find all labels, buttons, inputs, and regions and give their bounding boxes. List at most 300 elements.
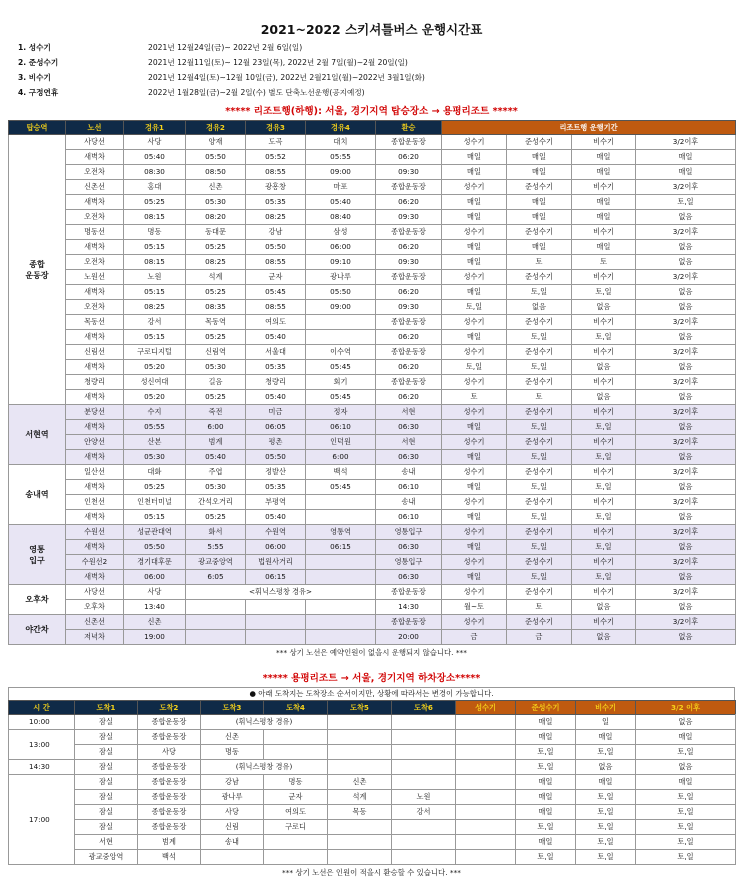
table-cell: 성수기 bbox=[442, 405, 507, 420]
column-header: 환승 bbox=[376, 121, 442, 135]
table-cell: 08:50 bbox=[186, 165, 246, 180]
table-cell bbox=[264, 835, 328, 850]
column-header: 비수기 bbox=[576, 701, 636, 715]
table-row bbox=[9, 270, 736, 285]
table-cell: 신림선 bbox=[66, 345, 124, 360]
table-cell: 토,일 bbox=[507, 420, 572, 435]
table-cell: 토,일 bbox=[516, 760, 576, 775]
table-cell: 인천선 bbox=[66, 495, 124, 510]
table-cell: 09:10 bbox=[306, 255, 376, 270]
table-cell: 토,일 bbox=[507, 285, 572, 300]
table-cell: 토,일 bbox=[576, 835, 636, 850]
table-cell: 토,일 bbox=[576, 745, 636, 760]
table-cell: 토,일 bbox=[516, 745, 576, 760]
table-cell: 수원선2 bbox=[66, 555, 124, 570]
table-cell: 정자 bbox=[306, 405, 376, 420]
column-header: 경유3 bbox=[246, 121, 306, 135]
table-row bbox=[9, 375, 736, 390]
table-cell: 경기대후문 bbox=[124, 555, 186, 570]
table-cell bbox=[456, 760, 516, 775]
table-cell: 05:15 bbox=[124, 330, 186, 345]
table-cell: 오전차 bbox=[66, 255, 124, 270]
boarding-station: 오후차 bbox=[9, 585, 66, 615]
page-title: 2021~2022 스키셔틀버스 운행시간표 bbox=[260, 22, 483, 37]
table-cell: 매일 bbox=[442, 285, 507, 300]
table-cell: 매일 bbox=[516, 790, 576, 805]
table-cell: 수지 bbox=[124, 405, 186, 420]
table-cell: 없음 bbox=[572, 600, 636, 615]
table-cell: 3/2이후 bbox=[636, 525, 736, 540]
table-cell: 매일 bbox=[442, 165, 507, 180]
column-header: 성수기 bbox=[456, 701, 516, 715]
table-cell bbox=[264, 745, 328, 760]
table-cell: 토 bbox=[507, 255, 572, 270]
table-cell: 05:40 bbox=[246, 390, 306, 405]
table-cell: 토 bbox=[572, 255, 636, 270]
table-cell: 매일 bbox=[442, 210, 507, 225]
table-cell: 광나루 bbox=[201, 790, 264, 805]
table-cell: 없음 bbox=[636, 630, 736, 645]
departure-time: 14:30 bbox=[9, 760, 75, 775]
table-row bbox=[9, 775, 736, 790]
table-cell bbox=[306, 615, 376, 630]
column-header: 리조트행 운행기간 bbox=[442, 121, 736, 135]
table-cell: 종합운동장 bbox=[376, 180, 442, 195]
table-row bbox=[9, 730, 736, 745]
table-cell: 06:30 bbox=[376, 540, 442, 555]
table-cell: 05:50 bbox=[246, 240, 306, 255]
table-cell: 성수기 bbox=[442, 435, 507, 450]
table-cell: 비수기 bbox=[572, 465, 636, 480]
table-cell: 토,일 bbox=[507, 510, 572, 525]
table-cell bbox=[456, 730, 516, 745]
table-cell: 05:25 bbox=[124, 195, 186, 210]
table-cell: 범계 bbox=[186, 435, 246, 450]
table-cell: 종합운동장 bbox=[376, 225, 442, 240]
table-cell: 매일 bbox=[442, 540, 507, 555]
table-cell: 05:25 bbox=[124, 480, 186, 495]
table-cell: 3/2이후 bbox=[636, 435, 736, 450]
table-cell: 08:15 bbox=[124, 255, 186, 270]
table-cell: 3/2이후 bbox=[636, 135, 736, 150]
table-cell bbox=[456, 820, 516, 835]
table-cell: 없음 bbox=[572, 300, 636, 315]
table-cell: 성수기 bbox=[442, 135, 507, 150]
table-cell: 없음 bbox=[636, 360, 736, 375]
table-cell: 부평역 bbox=[246, 495, 306, 510]
table-cell: 없음 bbox=[636, 285, 736, 300]
table-cell: 도곡 bbox=[246, 135, 306, 150]
table-cell: 매일 bbox=[572, 195, 636, 210]
table-cell: 3/2이후 bbox=[636, 405, 736, 420]
table-cell: 준성수기 bbox=[507, 345, 572, 360]
table-cell: 06:10 bbox=[306, 420, 376, 435]
table-cell: 새벽차 bbox=[66, 150, 124, 165]
table-row bbox=[9, 600, 736, 615]
table-cell: 새벽차 bbox=[66, 480, 124, 495]
period-row bbox=[8, 40, 735, 55]
boarding-station: 서현역 bbox=[9, 405, 66, 465]
table-cell: 매일 bbox=[442, 150, 507, 165]
table-cell: 죽전 bbox=[186, 405, 246, 420]
table-cell: 3/2이후 bbox=[636, 375, 736, 390]
table-cell bbox=[392, 715, 456, 730]
table-cell: 안양선 bbox=[66, 435, 124, 450]
table-cell bbox=[456, 715, 516, 730]
table-cell: 3/2이후 bbox=[636, 585, 736, 600]
table-cell bbox=[392, 730, 456, 745]
table-cell: 비수기 bbox=[572, 585, 636, 600]
table-cell: 06:15 bbox=[246, 570, 306, 585]
table-cell: 6:00 bbox=[186, 420, 246, 435]
table-cell: 군자 bbox=[264, 790, 328, 805]
table-row bbox=[9, 555, 736, 570]
table-cell bbox=[456, 790, 516, 805]
table-cell: 토,일 bbox=[507, 330, 572, 345]
table-cell: 05:45 bbox=[306, 480, 376, 495]
boarding-station: 송내역 bbox=[9, 465, 66, 525]
table-cell: 매일 bbox=[516, 805, 576, 820]
table-cell: 준성수기 bbox=[507, 225, 572, 240]
table-cell: 목동역 bbox=[186, 315, 246, 330]
table-cell: 06:15 bbox=[306, 540, 376, 555]
table-cell: 새벽차 bbox=[66, 540, 124, 555]
table-cell: 신촌 bbox=[201, 730, 264, 745]
table-cell: 노원 bbox=[124, 270, 186, 285]
table-cell: 토,일 bbox=[572, 480, 636, 495]
table-cell: 19:00 bbox=[124, 630, 186, 645]
period-row bbox=[8, 70, 735, 85]
table-cell: 영통입구 bbox=[376, 555, 442, 570]
table-cell: 미금 bbox=[246, 405, 306, 420]
table-cell: 삼성 bbox=[306, 225, 376, 240]
table-cell: 매일 bbox=[572, 150, 636, 165]
table-cell: 종합운동장 bbox=[376, 375, 442, 390]
table-cell: 06:00 bbox=[306, 240, 376, 255]
table-cell: 잠실 bbox=[75, 805, 138, 820]
table-cell: 08:55 bbox=[246, 255, 306, 270]
table-cell: 목동 bbox=[328, 805, 392, 820]
table-cell: 준성수기 bbox=[507, 135, 572, 150]
table-row bbox=[9, 390, 736, 405]
table-cell: 준성수기 bbox=[507, 555, 572, 570]
table-cell: 새벽차 bbox=[66, 330, 124, 345]
table-cell: 08:25 bbox=[246, 210, 306, 225]
table-cell: 사당선 bbox=[66, 135, 124, 150]
table-cell: 3/2이후 bbox=[636, 270, 736, 285]
table-cell: 토,일 bbox=[572, 285, 636, 300]
table-cell: 매일 bbox=[442, 255, 507, 270]
table-cell: 회기 bbox=[306, 375, 376, 390]
table-cell: 정발산 bbox=[246, 465, 306, 480]
table-cell: 영통역 bbox=[306, 525, 376, 540]
table-cell: 매일 bbox=[516, 835, 576, 850]
table-cell: 사당선 bbox=[66, 585, 124, 600]
table-cell: 06:10 bbox=[376, 510, 442, 525]
table-cell: 새벽차 bbox=[66, 450, 124, 465]
table-cell: 매일 bbox=[507, 210, 572, 225]
table-cell: 금 bbox=[507, 630, 572, 645]
table-cell: 비수기 bbox=[572, 435, 636, 450]
table-cell: 토,일 bbox=[576, 790, 636, 805]
table-cell: 송내 bbox=[376, 495, 442, 510]
table-cell: 성수기 bbox=[442, 225, 507, 240]
table-cell: 준성수기 bbox=[507, 615, 572, 630]
table-cell: 3/2이후 bbox=[636, 615, 736, 630]
table-cell: 05:40 bbox=[246, 330, 306, 345]
table-cell: 잠실 bbox=[75, 760, 138, 775]
table-cell: 05:45 bbox=[306, 360, 376, 375]
table-cell: 간석오거리 bbox=[186, 495, 246, 510]
table-cell: 매일 bbox=[576, 730, 636, 745]
table-cell: 저녁차 bbox=[66, 630, 124, 645]
table-cell: 3/2이후 bbox=[636, 180, 736, 195]
table-cell: 종합운동장 bbox=[138, 790, 201, 805]
period-value: 2021년 12월4일(토)~12월 10일(금), 2022년 2월21일(월)~2022년 3월1일(화) bbox=[148, 73, 425, 82]
table-cell: 준성수기 bbox=[507, 180, 572, 195]
table-cell: 사당 bbox=[201, 805, 264, 820]
table-cell: 06:00 bbox=[246, 540, 306, 555]
table-cell: 05:20 bbox=[124, 360, 186, 375]
table-cell: 종합운동장 bbox=[138, 820, 201, 835]
table-cell: 08:55 bbox=[246, 300, 306, 315]
table-row bbox=[9, 150, 736, 165]
period-label: 3. 비수기 bbox=[18, 73, 51, 82]
outbound-note: *** 상기 노선은 예약인원이 없을시 운행되지 않습니다. *** bbox=[276, 648, 467, 657]
inbound-bullet: ● 아래 도착지는 도착장소 순서이지만, 상황에 따라서는 변경이 가능합니다. bbox=[8, 687, 735, 700]
column-header: 3/2 이후 bbox=[636, 701, 736, 715]
table-cell: 비수기 bbox=[572, 555, 636, 570]
period-row bbox=[8, 55, 735, 70]
table-cell: <휘닉스평창 경유> bbox=[186, 585, 376, 600]
table-cell: 인덕원 bbox=[306, 435, 376, 450]
table-cell: 비수기 bbox=[572, 315, 636, 330]
table-cell bbox=[392, 760, 456, 775]
table-cell bbox=[456, 850, 516, 865]
table-cell bbox=[186, 630, 246, 645]
table-cell: 이수역 bbox=[306, 345, 376, 360]
table-row bbox=[9, 420, 736, 435]
table-cell: 매일 bbox=[572, 240, 636, 255]
table-cell bbox=[201, 850, 264, 865]
table-cell: 서현 bbox=[75, 835, 138, 850]
table-cell: 토 bbox=[507, 600, 572, 615]
table-cell: 새벽차 bbox=[66, 390, 124, 405]
table-cell: 인천터미널 bbox=[124, 495, 186, 510]
table-row bbox=[9, 210, 736, 225]
table-cell: 토,일 bbox=[636, 820, 736, 835]
table-cell bbox=[328, 745, 392, 760]
table-cell: 매일 bbox=[442, 570, 507, 585]
table-cell: 잠실 bbox=[75, 730, 138, 745]
table-cell: 마포 bbox=[306, 180, 376, 195]
table-cell: 석계 bbox=[328, 790, 392, 805]
table-cell: 노원 bbox=[392, 790, 456, 805]
table-cell: 없음 bbox=[636, 480, 736, 495]
column-header: 경유1 bbox=[124, 121, 186, 135]
table-cell: 05:45 bbox=[246, 285, 306, 300]
table-cell: 성수기 bbox=[442, 615, 507, 630]
table-cell bbox=[392, 835, 456, 850]
table-cell: 매일 bbox=[516, 775, 576, 790]
table-row bbox=[9, 585, 736, 600]
column-header: 도착6 bbox=[392, 701, 456, 715]
table-cell: 토,일 bbox=[507, 570, 572, 585]
table-cell: 토,일 bbox=[576, 850, 636, 865]
table-cell: 광나루 bbox=[306, 270, 376, 285]
table-cell: 5:55 bbox=[186, 540, 246, 555]
table-cell: 비수기 bbox=[572, 180, 636, 195]
table-cell: 없음 bbox=[636, 760, 736, 775]
table-cell: 06:30 bbox=[376, 420, 442, 435]
column-header: 준성수기 bbox=[516, 701, 576, 715]
table-cell: 일 bbox=[576, 715, 636, 730]
table-cell: 토,일 bbox=[572, 420, 636, 435]
table-row bbox=[9, 790, 736, 805]
table-cell: 05:50 bbox=[246, 450, 306, 465]
table-row bbox=[9, 510, 736, 525]
table-cell: 토,일 bbox=[516, 820, 576, 835]
table-cell: 비수기 bbox=[572, 270, 636, 285]
table-cell: 준성수기 bbox=[507, 495, 572, 510]
table-row bbox=[9, 360, 736, 375]
table-cell: 토,일 bbox=[572, 570, 636, 585]
table-cell: 토,일 bbox=[442, 360, 507, 375]
table-cell: 매일 bbox=[442, 420, 507, 435]
table-cell: 구로디지털 bbox=[124, 345, 186, 360]
table-cell: 종합운동장 bbox=[138, 805, 201, 820]
table-row bbox=[9, 850, 736, 865]
table-cell: 05:40 bbox=[186, 450, 246, 465]
table-cell: 구로디 bbox=[264, 820, 328, 835]
table-cell: 없음 bbox=[636, 255, 736, 270]
table-row bbox=[9, 525, 736, 540]
table-cell: 매일 bbox=[507, 165, 572, 180]
table-cell bbox=[306, 555, 376, 570]
period-list bbox=[8, 40, 735, 100]
table-row bbox=[9, 465, 736, 480]
table-cell: 잠실 bbox=[75, 715, 138, 730]
table-cell: 05:25 bbox=[186, 285, 246, 300]
table-cell: 14:30 bbox=[376, 600, 442, 615]
table-row bbox=[9, 450, 736, 465]
table-cell: 동대문 bbox=[186, 225, 246, 240]
table-row bbox=[9, 240, 736, 255]
table-cell: 20:00 bbox=[376, 630, 442, 645]
table-cell: 매일 bbox=[636, 165, 736, 180]
table-cell: 영통입구 bbox=[376, 525, 442, 540]
table-cell: 09:30 bbox=[376, 210, 442, 225]
table-cell bbox=[328, 835, 392, 850]
table-cell: 06:20 bbox=[376, 195, 442, 210]
table-cell: 목동선 bbox=[66, 315, 124, 330]
table-cell bbox=[328, 730, 392, 745]
table-cell: 석계 bbox=[186, 270, 246, 285]
table-cell: 화서 bbox=[186, 525, 246, 540]
boarding-station: 종합 운동장 bbox=[9, 135, 66, 405]
column-header: 도착5 bbox=[328, 701, 392, 715]
table-cell: 사당 bbox=[124, 135, 186, 150]
table-cell bbox=[306, 330, 376, 345]
table-cell: 명동 bbox=[264, 775, 328, 790]
table-cell: 토,일 bbox=[507, 450, 572, 465]
table-cell: 토,일 bbox=[636, 790, 736, 805]
table-row bbox=[9, 820, 736, 835]
boarding-station: 야간차 bbox=[9, 615, 66, 645]
table-cell bbox=[392, 820, 456, 835]
table-cell: 없음 bbox=[576, 760, 636, 775]
outbound-banner: ***** 리조트행(하행): 서울, 경기지역 탑승장소 → 용평리조트 ***** bbox=[225, 106, 518, 117]
table-cell: 없음 bbox=[636, 390, 736, 405]
table-cell: 05:25 bbox=[186, 330, 246, 345]
table-cell bbox=[456, 745, 516, 760]
table-row bbox=[9, 495, 736, 510]
table-cell: 잠실 bbox=[75, 775, 138, 790]
table-cell: 없음 bbox=[636, 510, 736, 525]
table-cell: 신촌선 bbox=[66, 615, 124, 630]
table-cell: 종합운동장 bbox=[376, 615, 442, 630]
table-cell: 없음 bbox=[636, 300, 736, 315]
table-cell: 신촌 bbox=[328, 775, 392, 790]
table-cell bbox=[306, 315, 376, 330]
table-cell: 05:15 bbox=[124, 240, 186, 255]
table-cell: 종합운동장 bbox=[138, 775, 201, 790]
table-cell: 05:50 bbox=[306, 285, 376, 300]
inbound-note: *** 상기 노선은 인원이 적을시 환승할 수 있습니다. *** bbox=[282, 868, 461, 877]
table-cell bbox=[392, 850, 456, 865]
table-cell: 09:00 bbox=[306, 300, 376, 315]
table-cell: 신림역 bbox=[186, 345, 246, 360]
table-cell: 오전차 bbox=[66, 210, 124, 225]
table-cell: 05:30 bbox=[186, 360, 246, 375]
table-cell: 06:20 bbox=[376, 150, 442, 165]
table-cell: 05:55 bbox=[306, 150, 376, 165]
table-cell: 05:40 bbox=[306, 195, 376, 210]
table-cell: 매일 bbox=[576, 775, 636, 790]
table-cell: 신촌선 bbox=[66, 180, 124, 195]
departure-time: 13:00 bbox=[9, 730, 75, 760]
column-header: 도착3 bbox=[201, 701, 264, 715]
table-cell bbox=[246, 600, 306, 615]
table-cell: 서현 bbox=[376, 405, 442, 420]
table-cell: 05:15 bbox=[124, 285, 186, 300]
table-cell bbox=[392, 775, 456, 790]
table-cell: 광교중앙역 bbox=[186, 555, 246, 570]
table-cell: 3/2이후 bbox=[636, 345, 736, 360]
table-cell: 종합운동장 bbox=[376, 315, 442, 330]
period-label: 4. 구정연휴 bbox=[18, 88, 59, 97]
table-cell: 09:30 bbox=[376, 300, 442, 315]
table-cell: 6:05 bbox=[186, 570, 246, 585]
column-header: 도착2 bbox=[138, 701, 201, 715]
table-cell: 토,일 bbox=[636, 805, 736, 820]
column-header: 탑승역 bbox=[9, 121, 66, 135]
departure-time: 17:00 bbox=[9, 775, 75, 865]
table-cell: 매일 bbox=[442, 450, 507, 465]
table-cell: 비수기 bbox=[572, 615, 636, 630]
table-cell: 08:40 bbox=[306, 210, 376, 225]
table-cell: 없음 bbox=[636, 420, 736, 435]
column-header: 시 간 bbox=[9, 701, 75, 715]
table-cell: 군자 bbox=[246, 270, 306, 285]
table-cell: 토 bbox=[507, 390, 572, 405]
table-row bbox=[9, 225, 736, 240]
table-cell: 05:50 bbox=[124, 540, 186, 555]
table-cell: 05:35 bbox=[246, 480, 306, 495]
table-cell: 05:25 bbox=[186, 240, 246, 255]
table-cell: 05:50 bbox=[186, 150, 246, 165]
table-cell: 05:35 bbox=[246, 195, 306, 210]
